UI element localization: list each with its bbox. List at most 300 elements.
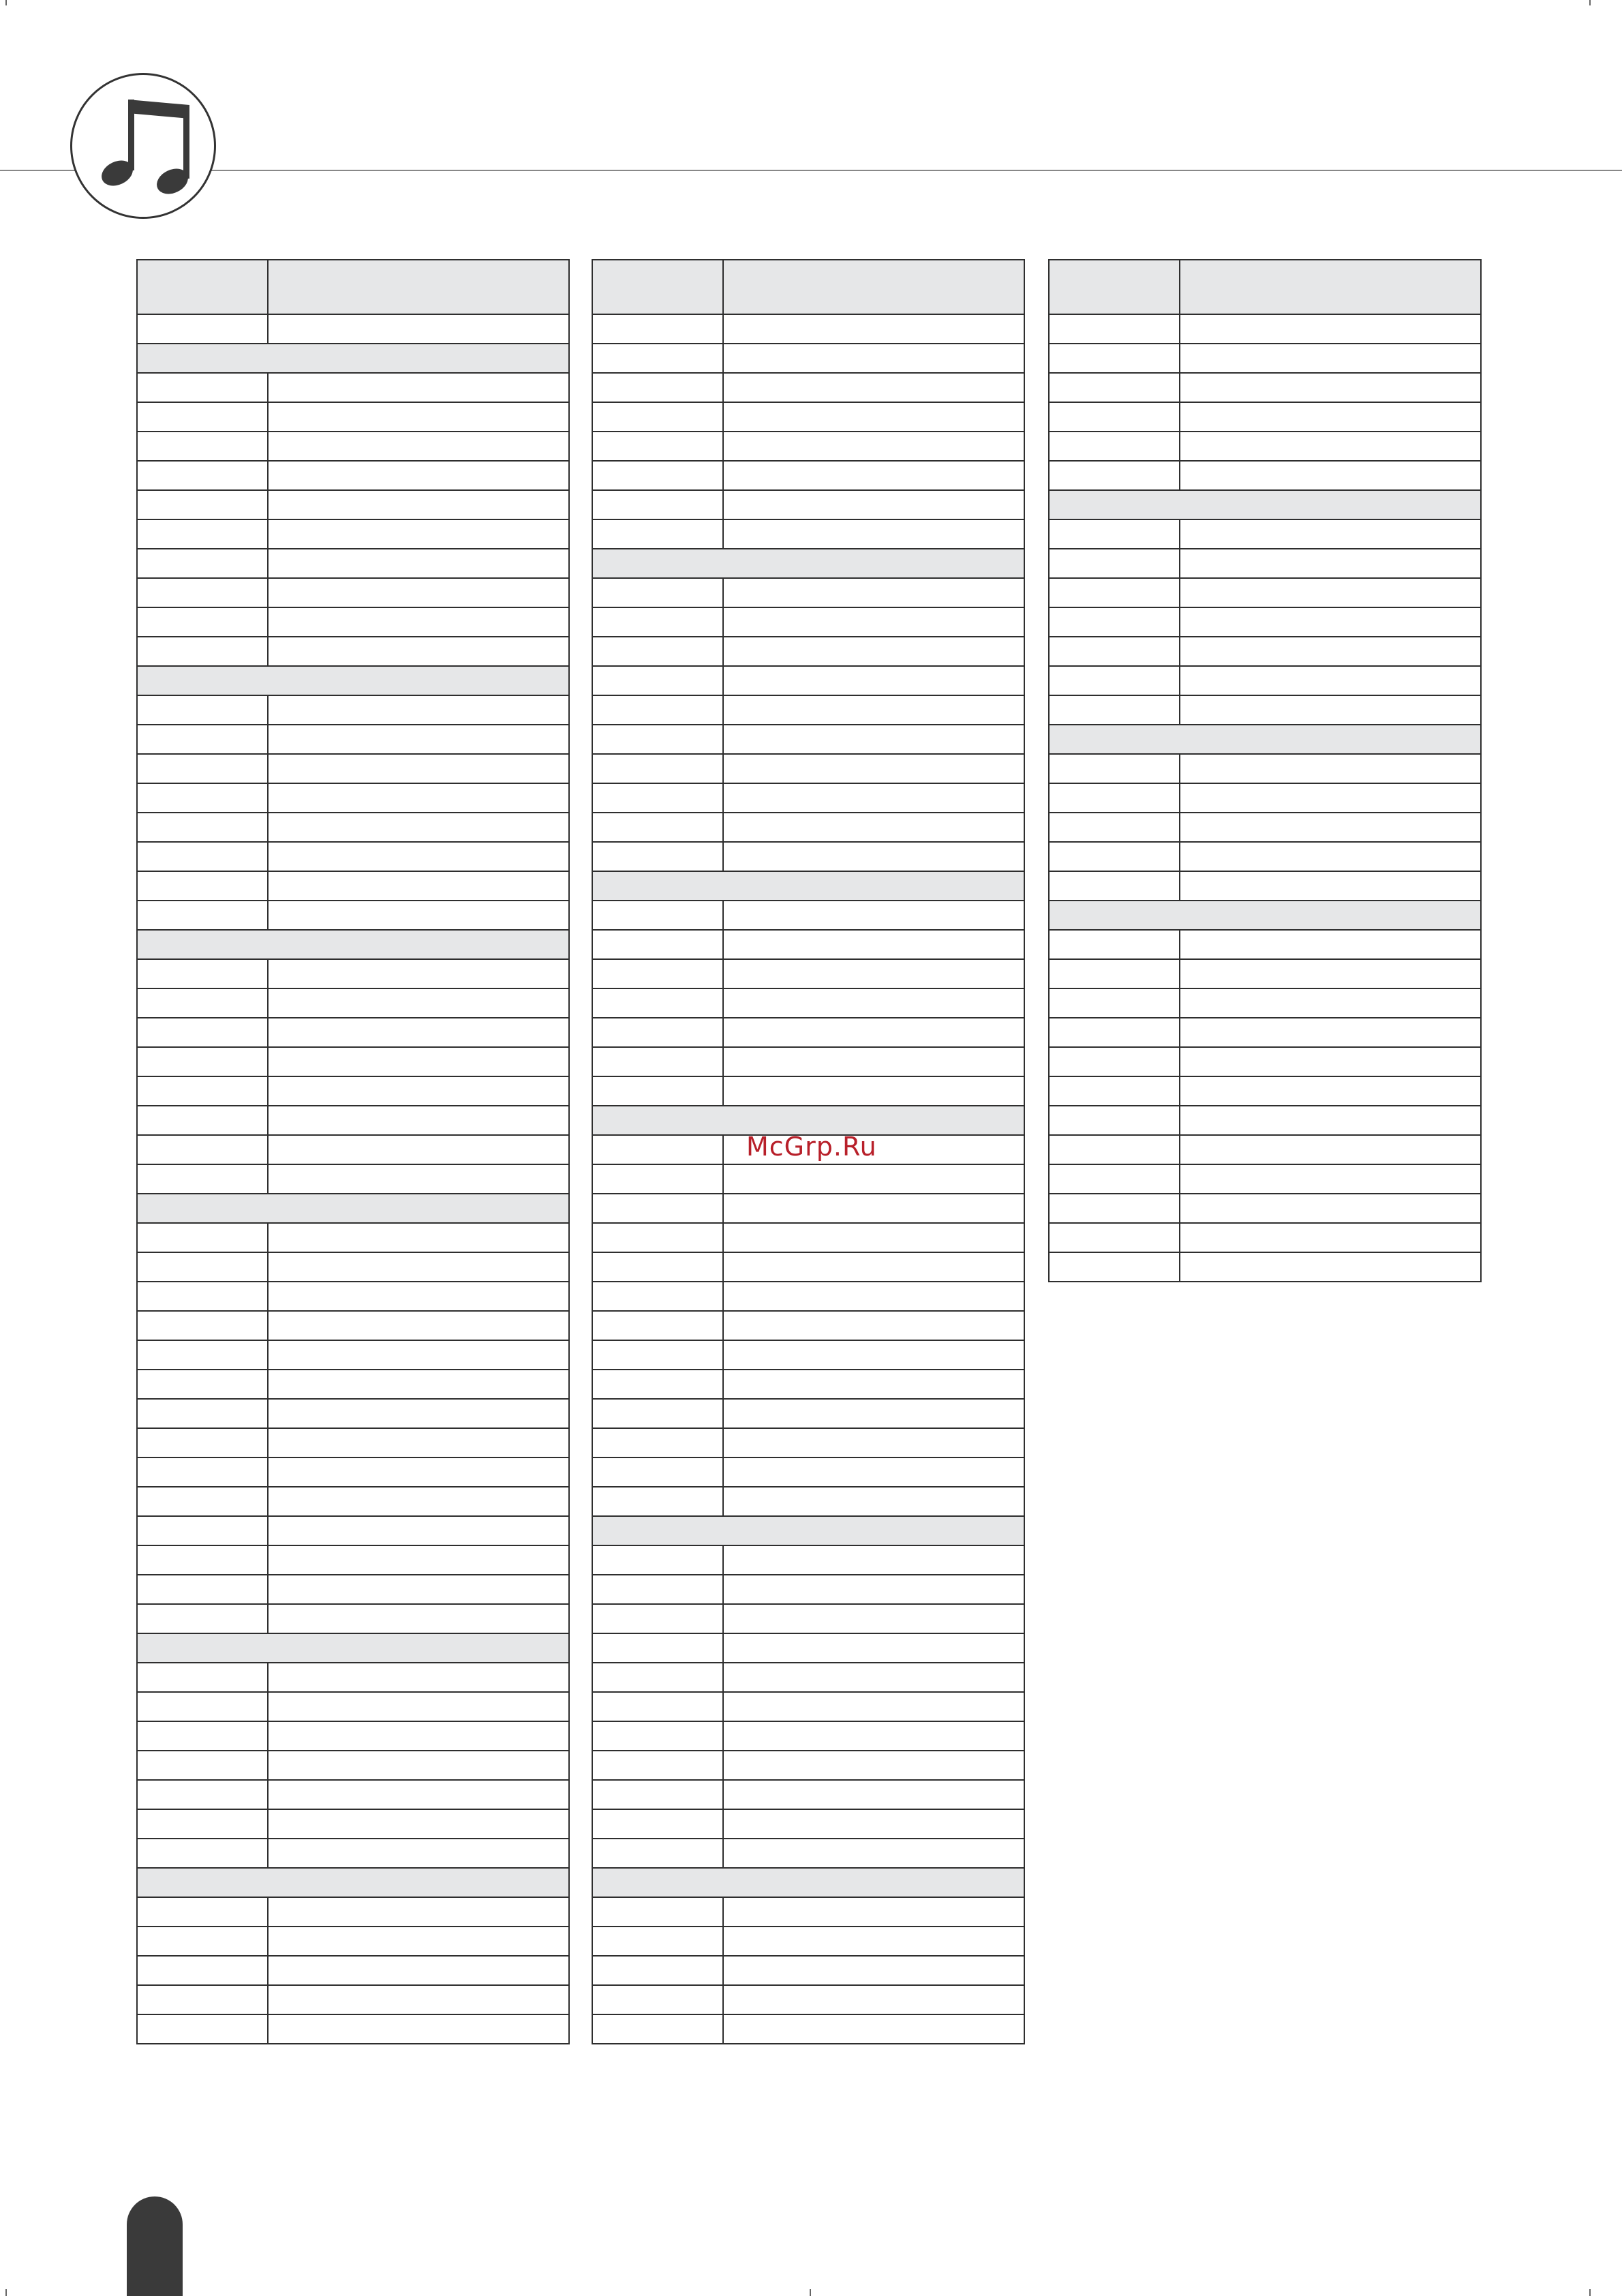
number-cell — [137, 988, 268, 1018]
section-header-cell — [1049, 901, 1481, 930]
name-cell — [723, 373, 1024, 402]
header-cell-number — [592, 260, 723, 314]
table-row — [137, 1927, 569, 1956]
header-cell-name — [268, 260, 569, 314]
name-cell — [1180, 402, 1481, 432]
name-cell — [723, 1809, 1024, 1839]
number-cell — [1049, 930, 1180, 959]
number-cell — [592, 1545, 723, 1575]
name-cell — [268, 1223, 569, 1252]
number-cell — [137, 1927, 268, 1956]
name-cell — [723, 813, 1024, 842]
section-header-row — [137, 666, 569, 695]
number-cell — [592, 1633, 723, 1663]
name-cell — [1180, 1223, 1481, 1252]
number-cell — [1049, 1164, 1180, 1194]
name-cell — [1180, 1164, 1481, 1194]
name-cell — [723, 1223, 1024, 1252]
name-cell — [1180, 344, 1481, 373]
table-row — [137, 1076, 569, 1106]
name-cell — [723, 901, 1024, 930]
number-cell — [592, 666, 723, 695]
name-cell — [268, 1135, 569, 1164]
name-cell — [268, 1076, 569, 1106]
number-cell — [137, 1106, 268, 1135]
number-cell — [137, 1370, 268, 1399]
section-header-row — [592, 1106, 1024, 1135]
table-row — [137, 549, 569, 578]
table-row — [1049, 959, 1481, 988]
number-cell — [592, 1282, 723, 1311]
number-cell — [137, 783, 268, 813]
number-cell — [137, 1809, 268, 1839]
number-cell — [137, 1751, 268, 1780]
number-cell — [137, 1399, 268, 1428]
table-row — [1049, 1194, 1481, 1223]
number-cell — [1049, 695, 1180, 725]
name-cell — [723, 1604, 1024, 1633]
number-cell — [1049, 1076, 1180, 1106]
number-cell — [137, 1223, 268, 1252]
name-cell — [268, 725, 569, 754]
number-cell — [592, 1487, 723, 1516]
table-row — [137, 783, 569, 813]
number-cell — [137, 1457, 268, 1487]
number-cell — [1049, 783, 1180, 813]
name-cell — [723, 783, 1024, 813]
table-row — [137, 1457, 569, 1487]
section-header-row — [137, 344, 569, 373]
table-row — [1049, 1106, 1481, 1135]
name-cell — [723, 637, 1024, 666]
section-header-row — [1049, 490, 1481, 519]
table-row — [1049, 637, 1481, 666]
number-cell — [1049, 959, 1180, 988]
table-row — [137, 695, 569, 725]
section-header-row — [1049, 725, 1481, 754]
crop-mark — [1589, 2289, 1591, 2296]
number-cell — [592, 1897, 723, 1927]
name-cell — [723, 1575, 1024, 1604]
table-row — [137, 1692, 569, 1721]
number-cell — [137, 871, 268, 901]
name-cell — [1180, 959, 1481, 988]
table-row — [592, 637, 1024, 666]
table-row — [137, 2014, 569, 2044]
number-cell — [137, 2014, 268, 2044]
table-row — [592, 842, 1024, 871]
name-cell — [268, 1164, 569, 1194]
number-cell — [592, 344, 723, 373]
number-cell — [592, 1721, 723, 1751]
number-cell — [1049, 607, 1180, 637]
number-cell — [592, 959, 723, 988]
number-cell — [137, 901, 268, 930]
name-cell — [268, 1809, 569, 1839]
number-cell — [137, 1985, 268, 2014]
table-row — [592, 1927, 1024, 1956]
number-cell — [1049, 1135, 1180, 1164]
table-row — [592, 754, 1024, 783]
header-cell-number — [1049, 260, 1180, 314]
number-cell — [137, 1780, 268, 1809]
name-cell — [1180, 1076, 1481, 1106]
table-row — [137, 578, 569, 607]
table-row — [137, 314, 569, 344]
number-cell — [137, 1692, 268, 1721]
section-header-cell — [592, 1106, 1024, 1135]
table-row — [592, 1457, 1024, 1487]
name-cell — [1180, 695, 1481, 725]
table-row — [1049, 695, 1481, 725]
table-row — [137, 1516, 569, 1545]
table-row — [1049, 871, 1481, 901]
name-cell — [723, 1545, 1024, 1575]
section-header-cell — [137, 666, 569, 695]
table-row — [1049, 519, 1481, 549]
table-row — [592, 1428, 1024, 1457]
number-cell — [137, 432, 268, 461]
name-cell — [723, 1311, 1024, 1340]
name-cell — [268, 314, 569, 344]
number-cell — [137, 1897, 268, 1927]
name-cell — [723, 1018, 1024, 1047]
name-cell — [1180, 607, 1481, 637]
number-cell — [137, 1487, 268, 1516]
number-cell — [592, 637, 723, 666]
number-cell — [592, 695, 723, 725]
table-row — [1049, 578, 1481, 607]
section-header-row — [137, 1194, 569, 1223]
table-row — [592, 1076, 1024, 1106]
music-note-icon — [72, 75, 214, 217]
name-cell — [268, 695, 569, 725]
section-header-row — [592, 1868, 1024, 1897]
name-cell — [723, 1340, 1024, 1370]
section-header-cell — [1049, 490, 1481, 519]
name-cell — [268, 373, 569, 402]
name-cell — [268, 1751, 569, 1780]
name-cell — [268, 1721, 569, 1751]
name-cell — [723, 1633, 1024, 1663]
number-cell — [1049, 549, 1180, 578]
number-cell — [1049, 754, 1180, 783]
table-row — [1049, 1135, 1481, 1164]
table-row — [592, 1311, 1024, 1340]
name-cell — [268, 988, 569, 1018]
name-cell — [268, 1340, 569, 1370]
table-row — [592, 1223, 1024, 1252]
table-row — [592, 1897, 1024, 1927]
table-row — [592, 783, 1024, 813]
name-cell — [1180, 519, 1481, 549]
table-row — [137, 901, 569, 930]
table-row — [137, 959, 569, 988]
name-cell — [723, 1663, 1024, 1692]
name-cell — [1180, 871, 1481, 901]
name-cell — [268, 1282, 569, 1311]
name-cell — [1180, 930, 1481, 959]
table-row — [137, 1604, 569, 1633]
table-row — [137, 1545, 569, 1575]
table-row — [592, 695, 1024, 725]
table-header-row — [137, 260, 569, 314]
number-cell — [592, 1076, 723, 1106]
name-cell — [268, 783, 569, 813]
name-cell — [1180, 373, 1481, 402]
section-header-row — [1049, 901, 1481, 930]
section-header-cell — [592, 1868, 1024, 1897]
table-row — [137, 1135, 569, 1164]
section-header-cell — [137, 1868, 569, 1897]
section-header-row — [137, 1868, 569, 1897]
name-cell — [268, 813, 569, 842]
name-cell — [723, 1985, 1024, 2014]
name-cell — [723, 988, 1024, 1018]
number-cell — [592, 1194, 723, 1223]
table-row — [137, 871, 569, 901]
number-cell — [1049, 432, 1180, 461]
section-header-row — [592, 549, 1024, 578]
table-header-row — [592, 260, 1024, 314]
number-cell — [137, 813, 268, 842]
table-row — [1049, 930, 1481, 959]
table-row — [137, 432, 569, 461]
table-row — [1049, 314, 1481, 344]
name-cell — [268, 461, 569, 490]
number-cell — [137, 461, 268, 490]
number-cell — [1049, 666, 1180, 695]
table-row — [1049, 402, 1481, 432]
number-cell — [592, 1311, 723, 1340]
name-cell — [723, 1194, 1024, 1223]
name-cell — [1180, 1106, 1481, 1135]
name-cell — [723, 344, 1024, 373]
table-row — [137, 1223, 569, 1252]
number-cell — [592, 1780, 723, 1809]
table-row — [592, 519, 1024, 549]
table-row — [137, 461, 569, 490]
table-row — [592, 1956, 1024, 1985]
table-row — [1049, 842, 1481, 871]
name-cell — [268, 637, 569, 666]
table-row — [137, 1370, 569, 1399]
name-cell — [268, 1897, 569, 1927]
table-row — [1049, 432, 1481, 461]
table-row — [1049, 607, 1481, 637]
number-cell — [592, 578, 723, 607]
name-cell — [723, 461, 1024, 490]
name-cell — [268, 1457, 569, 1487]
table-row — [592, 930, 1024, 959]
number-cell — [137, 1575, 268, 1604]
table-row — [592, 725, 1024, 754]
table-row — [592, 1047, 1024, 1076]
name-cell — [1180, 549, 1481, 578]
name-cell — [268, 607, 569, 637]
name-cell — [268, 1428, 569, 1457]
table-row — [137, 1428, 569, 1457]
name-cell — [723, 2014, 1024, 2044]
table-row — [137, 988, 569, 1018]
number-cell — [1049, 519, 1180, 549]
name-cell — [723, 695, 1024, 725]
table-row — [137, 1399, 569, 1428]
number-cell — [1049, 1194, 1180, 1223]
name-cell — [723, 725, 1024, 754]
number-cell — [592, 1457, 723, 1487]
header-cell-number — [137, 260, 268, 314]
name-cell — [723, 1897, 1024, 1927]
number-cell — [1049, 1106, 1180, 1135]
name-cell — [268, 1985, 569, 2014]
number-cell — [592, 1751, 723, 1780]
name-cell — [723, 754, 1024, 783]
table-row — [1049, 344, 1481, 373]
name-cell — [1180, 988, 1481, 1018]
number-cell — [592, 1340, 723, 1370]
table-row — [592, 314, 1024, 344]
crop-mark — [810, 2289, 811, 2296]
table-row — [137, 402, 569, 432]
number-cell — [137, 1135, 268, 1164]
number-cell — [1049, 461, 1180, 490]
number-cell — [1049, 578, 1180, 607]
name-cell — [268, 1487, 569, 1516]
name-cell — [268, 871, 569, 901]
crop-mark — [5, 2289, 7, 2296]
table-row — [137, 1956, 569, 1985]
name-cell — [723, 1076, 1024, 1106]
header-cell-name — [1180, 260, 1481, 314]
table-row — [592, 1721, 1024, 1751]
name-cell — [268, 1018, 569, 1047]
number-cell — [1049, 1252, 1180, 1282]
name-cell — [723, 1457, 1024, 1487]
number-cell — [137, 754, 268, 783]
name-cell — [268, 1927, 569, 1956]
name-cell — [1180, 783, 1481, 813]
table-row — [1049, 461, 1481, 490]
name-cell — [268, 1956, 569, 1985]
table-row — [137, 1780, 569, 1809]
name-cell — [1180, 432, 1481, 461]
number-cell — [592, 1575, 723, 1604]
section-header-cell — [592, 549, 1024, 578]
name-cell — [723, 1839, 1024, 1868]
header-badge — [70, 73, 216, 219]
number-cell — [137, 1604, 268, 1633]
number-cell — [1049, 637, 1180, 666]
table-row — [137, 725, 569, 754]
number-cell — [1049, 344, 1180, 373]
name-cell — [1180, 1252, 1481, 1282]
table-row — [137, 1809, 569, 1839]
name-cell — [1180, 461, 1481, 490]
table-row — [137, 813, 569, 842]
section-header-cell — [137, 1194, 569, 1223]
name-cell — [268, 402, 569, 432]
table-row — [137, 1897, 569, 1927]
name-cell — [723, 1780, 1024, 1809]
table-row — [592, 461, 1024, 490]
number-cell — [592, 373, 723, 402]
number-cell — [1049, 1223, 1180, 1252]
name-cell — [268, 2014, 569, 2044]
number-cell — [592, 1604, 723, 1633]
table-row — [137, 1106, 569, 1135]
table-row — [592, 402, 1024, 432]
number-cell — [592, 1399, 723, 1428]
number-cell — [1049, 871, 1180, 901]
name-cell — [268, 519, 569, 549]
table-row — [592, 1487, 1024, 1516]
table-row — [592, 959, 1024, 988]
name-cell — [268, 1663, 569, 1692]
number-cell — [137, 1545, 268, 1575]
section-header-cell — [137, 930, 569, 959]
table-row — [1049, 1076, 1481, 1106]
name-cell — [723, 666, 1024, 695]
table-row — [592, 1633, 1024, 1663]
table-row — [1049, 1164, 1481, 1194]
table-row — [137, 1311, 569, 1340]
crop-mark — [5, 0, 7, 5]
table-row — [137, 1575, 569, 1604]
table-row — [137, 607, 569, 637]
section-header-cell — [137, 344, 569, 373]
number-cell — [137, 578, 268, 607]
name-cell — [268, 1575, 569, 1604]
name-cell — [723, 1751, 1024, 1780]
table-row — [1049, 1047, 1481, 1076]
number-cell — [137, 1663, 268, 1692]
number-cell — [1049, 1047, 1180, 1076]
watermark-text: McGrp.Ru — [746, 1132, 877, 1162]
number-cell — [592, 813, 723, 842]
header-rule — [0, 170, 1622, 171]
name-cell — [268, 1252, 569, 1282]
table-row — [137, 1487, 569, 1516]
name-cell — [723, 402, 1024, 432]
number-cell — [592, 1370, 723, 1399]
number-cell — [592, 725, 723, 754]
name-cell — [268, 901, 569, 930]
name-cell — [1180, 1135, 1481, 1164]
table-row — [592, 813, 1024, 842]
name-cell — [268, 1604, 569, 1633]
section-header-row — [592, 871, 1024, 901]
number-cell — [137, 959, 268, 988]
table-row — [592, 1604, 1024, 1633]
table-row — [592, 1340, 1024, 1370]
table-row — [137, 1751, 569, 1780]
table-row — [137, 1252, 569, 1282]
number-cell — [592, 901, 723, 930]
number-cell — [137, 1839, 268, 1868]
number-cell — [137, 607, 268, 637]
name-cell — [268, 490, 569, 519]
name-cell — [268, 1370, 569, 1399]
table-row — [592, 1780, 1024, 1809]
name-cell — [1180, 813, 1481, 842]
name-cell — [723, 1370, 1024, 1399]
name-cell — [723, 1399, 1024, 1428]
name-cell — [1180, 637, 1481, 666]
table-row — [592, 1692, 1024, 1721]
table-row — [592, 373, 1024, 402]
table-row — [592, 1985, 1024, 2014]
